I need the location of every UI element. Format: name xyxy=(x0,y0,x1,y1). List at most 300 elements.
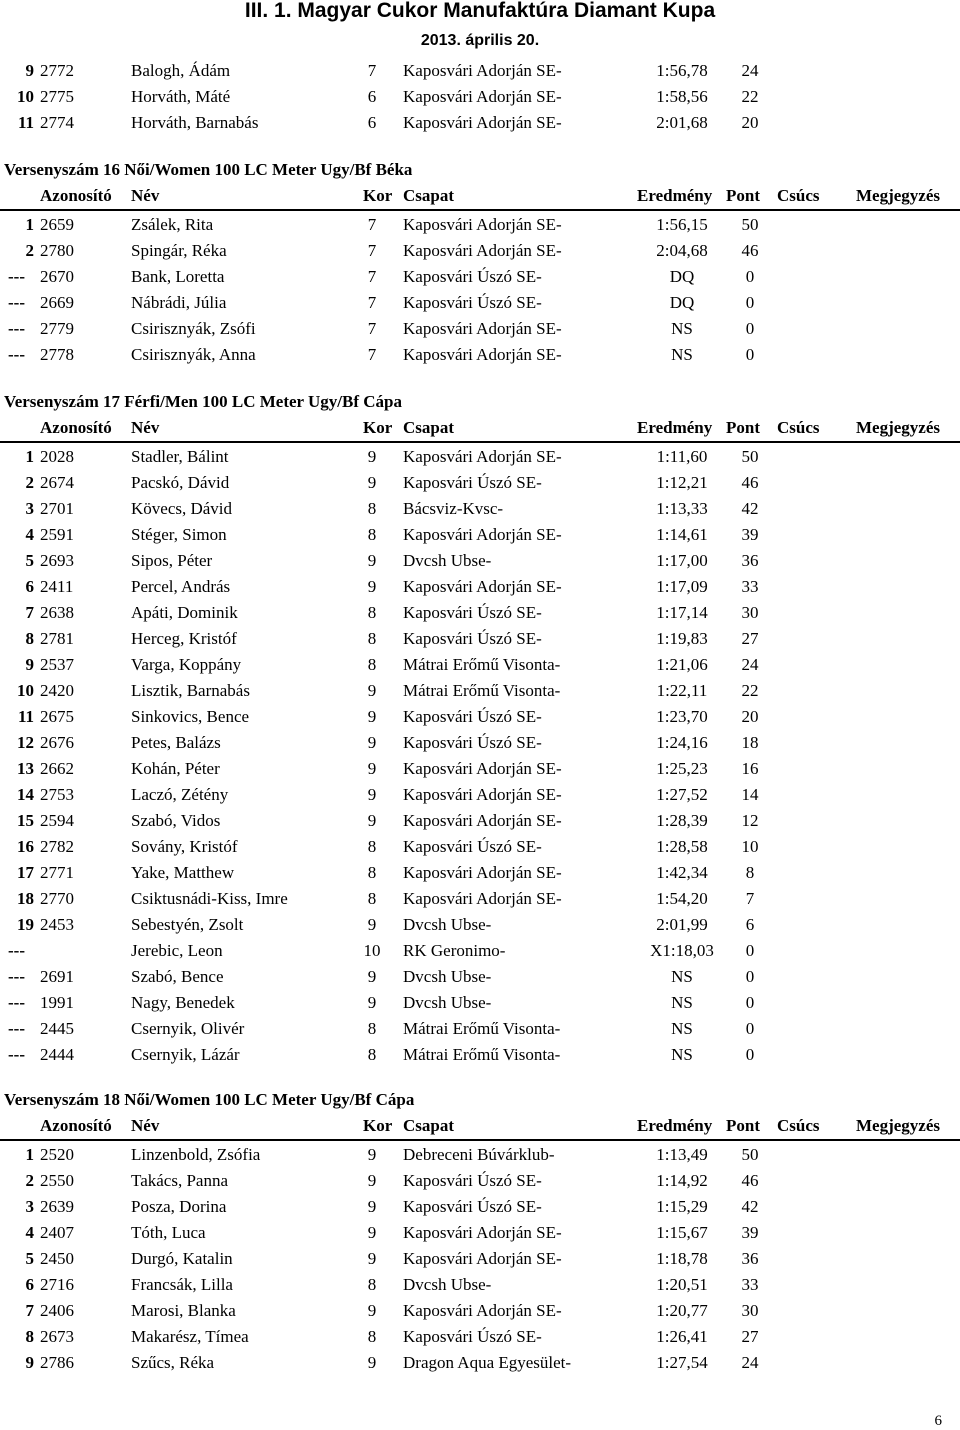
name-cell: Szűcs, Réka xyxy=(131,1353,215,1372)
id-cell: 2775 xyxy=(40,87,74,106)
result-cell: 1:13,33 xyxy=(656,499,708,518)
name-cell: Zsálek, Rita xyxy=(131,215,214,234)
id-cell: 2453 xyxy=(40,915,74,934)
rank-cell: 6 xyxy=(25,1275,34,1294)
header-team: Csapat xyxy=(403,418,455,437)
result-cell: 1:19,83 xyxy=(656,629,708,648)
table-row xyxy=(0,342,960,368)
rank-cell: 4 xyxy=(25,1223,34,1242)
age-cell: 9 xyxy=(367,993,377,1012)
points-cell: 30 xyxy=(741,1301,759,1320)
header-result: Eredmény xyxy=(637,186,713,205)
result-cell: 1:18,78 xyxy=(656,1249,708,1268)
rank-cell: 7 xyxy=(25,603,34,622)
age-cell: 9 xyxy=(367,811,377,830)
table-row xyxy=(0,756,960,782)
rank-cell: 2 xyxy=(25,473,34,492)
result-cell: NS xyxy=(671,1045,693,1064)
id-cell: 2662 xyxy=(40,759,74,778)
name-cell: Yake, Matthew xyxy=(131,863,235,882)
rank-cell: 8 xyxy=(25,1327,34,1346)
id-cell: 2638 xyxy=(40,603,74,622)
result-cell: 1:17,00 xyxy=(656,551,708,570)
team-cell: Kaposvári Adorján SE- xyxy=(403,1223,562,1242)
age-cell: 8 xyxy=(367,525,377,544)
rank-cell: 3 xyxy=(25,499,34,518)
name-cell: Stéger, Simon xyxy=(131,525,227,544)
name-cell: Szabó, Bence xyxy=(131,967,224,986)
team-cell: Mátrai Erőmű Visonta- xyxy=(403,655,561,674)
team-cell: Dvcsh Ubse- xyxy=(403,1275,492,1294)
age-cell: 8 xyxy=(367,837,377,856)
header-team: Csapat xyxy=(403,1116,455,1135)
id-cell: 2407 xyxy=(40,1223,74,1242)
id-cell: 2774 xyxy=(40,113,74,132)
age-cell: 8 xyxy=(367,629,377,648)
result-cell: 1:13,49 xyxy=(656,1145,708,1164)
id-cell: 2669 xyxy=(40,293,74,312)
result-cell: DQ xyxy=(669,293,695,312)
rank-cell: 7 xyxy=(25,1301,34,1320)
points-cell: 30 xyxy=(741,603,759,622)
table-row xyxy=(0,316,960,342)
points-cell: 10 xyxy=(741,837,759,856)
points-cell: 22 xyxy=(741,87,759,106)
team-cell: Kaposvári Adorján SE- xyxy=(403,241,562,260)
team-cell: Kaposvári Adorján SE- xyxy=(403,525,562,544)
points-cell: 18 xyxy=(741,733,759,752)
header-age: Kor xyxy=(363,186,393,205)
header-id: Azonosító xyxy=(40,418,112,437)
name-cell: Spingár, Réka xyxy=(131,241,227,260)
result-cell: 1:14,92 xyxy=(656,1171,708,1190)
table-row xyxy=(0,652,960,678)
team-cell: Kaposvári Úszó SE- xyxy=(403,707,542,726)
rank-cell: 19 xyxy=(17,915,34,934)
rank-cell: 9 xyxy=(25,61,34,80)
id-cell: 2444 xyxy=(40,1045,74,1064)
result-cell: NS xyxy=(671,319,693,338)
points-cell: 6 xyxy=(745,915,755,934)
name-cell: Csirisznyák, Zsófi xyxy=(131,319,256,338)
age-cell: 7 xyxy=(367,241,377,260)
id-cell: 2691 xyxy=(40,967,74,986)
name-cell: Csirisznyák, Anna xyxy=(131,345,256,364)
name-cell: Sovány, Kristóf xyxy=(131,837,238,856)
table-row xyxy=(0,1350,960,1376)
result-cell: 1:28,39 xyxy=(656,811,708,830)
id-cell: 2406 xyxy=(40,1301,74,1320)
event-title: Versenyszám 17 Férfi/Men 100 LC Meter Ugy/Bf Cápa xyxy=(4,392,403,411)
result-cell: 1:27,52 xyxy=(656,785,708,804)
team-cell: Kaposvári Adorján SE- xyxy=(403,447,562,466)
table-row xyxy=(0,444,960,470)
table-row xyxy=(0,1194,960,1220)
id-cell: 2670 xyxy=(40,267,74,286)
id-cell: 2753 xyxy=(40,785,74,804)
id-cell: 2594 xyxy=(40,811,74,830)
result-cell: 2:01,99 xyxy=(656,915,708,934)
team-cell: Kaposvári Adorján SE- xyxy=(403,811,562,830)
id-cell: 2450 xyxy=(40,1249,74,1268)
age-cell: 9 xyxy=(367,1197,377,1216)
table-row xyxy=(0,1298,960,1324)
result-cell: 1:15,67 xyxy=(656,1223,708,1242)
rank-cell: --- xyxy=(8,319,25,338)
age-cell: 8 xyxy=(367,499,377,518)
team-cell: Kaposvári Úszó SE- xyxy=(403,629,542,648)
rank-cell: 13 xyxy=(17,759,34,778)
rank-cell: 11 xyxy=(17,113,34,132)
table-row xyxy=(0,600,960,626)
id-cell: 2676 xyxy=(40,733,74,752)
rank-cell: 12 xyxy=(17,733,34,752)
team-cell: Mátrai Erőmű Visonta- xyxy=(403,1045,561,1064)
table-row xyxy=(0,808,960,834)
age-cell: 8 xyxy=(367,1019,377,1038)
rank-cell: 1 xyxy=(25,447,34,466)
team-cell: Dvcsh Ubse- xyxy=(403,967,492,986)
rank-cell: 16 xyxy=(17,837,34,856)
points-cell: 0 xyxy=(745,319,755,338)
team-cell: Dvcsh Ubse- xyxy=(403,993,492,1012)
team-cell: RK Geronimo- xyxy=(403,941,506,960)
name-cell: Nábrádi, Júlia xyxy=(131,293,227,312)
age-cell: 7 xyxy=(367,267,377,286)
age-cell: 6 xyxy=(367,87,377,106)
name-cell: Varga, Koppány xyxy=(131,655,242,674)
result-cell: NS xyxy=(671,1019,693,1038)
points-cell: 0 xyxy=(745,1019,755,1038)
team-cell: Kaposvári Adorján SE- xyxy=(403,577,562,596)
table-row xyxy=(0,212,960,238)
name-cell: Posza, Dorina xyxy=(131,1197,227,1216)
result-cell: X1:18,03 xyxy=(650,941,714,960)
result-cell: 1:27,54 xyxy=(656,1353,708,1372)
table-row xyxy=(0,912,960,938)
points-cell: 33 xyxy=(741,577,759,596)
age-cell: 10 xyxy=(363,941,381,960)
name-cell: Francsák, Lilla xyxy=(131,1275,233,1294)
table-row xyxy=(0,470,960,496)
header-points: Pont xyxy=(726,186,760,205)
header-name: Név xyxy=(131,1116,160,1135)
team-cell: Kaposvári Adorján SE- xyxy=(403,319,562,338)
points-cell: 46 xyxy=(741,241,759,260)
age-cell: 8 xyxy=(367,1327,377,1346)
team-cell: Kaposvári Adorján SE- xyxy=(403,61,562,80)
name-cell: Sebestyén, Zsolt xyxy=(131,915,244,934)
name-cell: Csernyik, Lázár xyxy=(131,1045,240,1064)
result-cell: 1:15,29 xyxy=(656,1197,708,1216)
points-cell: 12 xyxy=(741,811,759,830)
table-row xyxy=(0,964,960,990)
rank-cell: --- xyxy=(8,941,25,960)
name-cell: Percel, András xyxy=(131,577,231,596)
age-cell: 8 xyxy=(367,889,377,908)
points-cell: 0 xyxy=(745,345,755,364)
points-cell: 0 xyxy=(745,293,755,312)
name-cell: Sinkovics, Bence xyxy=(131,707,250,726)
id-cell: 2520 xyxy=(40,1145,74,1164)
name-cell: Linzenbold, Zsófia xyxy=(131,1145,261,1164)
rank-cell: 5 xyxy=(25,551,34,570)
team-cell: Dvcsh Ubse- xyxy=(403,915,492,934)
id-cell: 2781 xyxy=(40,629,74,648)
result-cell: 1:20,77 xyxy=(656,1301,708,1320)
result-cell: NS xyxy=(671,993,693,1012)
header-record: Csúcs xyxy=(777,1116,820,1135)
id-cell: 2780 xyxy=(40,241,74,260)
id-cell: 2659 xyxy=(40,215,74,234)
id-cell: 2786 xyxy=(40,1353,74,1372)
result-cell: 1:54,20 xyxy=(656,889,708,908)
rank-cell: 2 xyxy=(25,241,34,260)
header-result: Eredmény xyxy=(637,1116,713,1135)
name-cell: Durgó, Katalin xyxy=(131,1249,233,1268)
result-cell: 2:01,68 xyxy=(656,113,708,132)
rank-cell: 1 xyxy=(25,1145,34,1164)
id-cell: 2673 xyxy=(40,1327,74,1346)
points-cell: 50 xyxy=(741,447,759,466)
name-cell: Lisztik, Barnabás xyxy=(131,681,250,700)
header-age: Kor xyxy=(363,1116,393,1135)
rank-cell: 10 xyxy=(17,87,34,106)
name-cell: Kohán, Péter xyxy=(131,759,220,778)
result-cell: 1:42,34 xyxy=(656,863,708,882)
points-cell: 50 xyxy=(741,215,759,234)
points-cell: 24 xyxy=(741,1353,759,1372)
team-cell: Kaposvári Úszó SE- xyxy=(403,1327,542,1346)
result-cell: 1:21,06 xyxy=(656,655,708,674)
name-cell: Herceg, Kristóf xyxy=(131,629,237,648)
team-cell: Debreceni Búvárklub- xyxy=(403,1145,555,1164)
result-cell: 1:12,21 xyxy=(656,473,708,492)
name-cell: Tóth, Luca xyxy=(131,1223,206,1242)
points-cell: 39 xyxy=(741,1223,759,1242)
name-cell: Kövecs, Dávid xyxy=(131,499,233,518)
points-cell: 20 xyxy=(741,113,759,132)
age-cell: 7 xyxy=(367,293,377,312)
name-cell: Bank, Loretta xyxy=(131,267,225,286)
team-cell: Dragon Aqua Egyesület- xyxy=(403,1353,572,1372)
age-cell: 9 xyxy=(367,759,377,778)
rank-cell: 6 xyxy=(25,577,34,596)
team-cell: Kaposvári Úszó SE- xyxy=(403,603,542,622)
page-number: 6 xyxy=(934,1413,942,1429)
age-cell: 9 xyxy=(367,707,377,726)
points-cell: 0 xyxy=(745,941,755,960)
table-row xyxy=(0,626,960,652)
results-table xyxy=(0,1142,960,1376)
table-row xyxy=(0,1246,960,1272)
age-cell: 9 xyxy=(367,1145,377,1164)
table-row xyxy=(0,782,960,808)
age-cell: 9 xyxy=(367,1301,377,1320)
table-row xyxy=(0,1324,960,1350)
team-cell: Kaposvári Úszó SE- xyxy=(403,733,542,752)
document-date: 2013. április 20. xyxy=(420,32,540,49)
points-cell: 27 xyxy=(741,1327,759,1346)
points-cell: 20 xyxy=(741,707,759,726)
points-cell: 39 xyxy=(741,525,759,544)
name-cell: Makarész, Tímea xyxy=(131,1327,249,1346)
result-cell: 1:25,23 xyxy=(656,759,708,778)
result-cell: 1:22,11 xyxy=(656,681,708,700)
points-cell: 46 xyxy=(741,1171,759,1190)
table-row xyxy=(0,834,960,860)
points-cell: 36 xyxy=(741,1249,759,1268)
id-cell: 2693 xyxy=(40,551,74,570)
team-cell: Kaposvári Úszó SE- xyxy=(403,267,542,286)
header-record: Csúcs xyxy=(777,186,820,205)
age-cell: 9 xyxy=(367,447,377,466)
team-cell: Kaposvári Úszó SE- xyxy=(403,1197,542,1216)
table-row xyxy=(0,1168,960,1194)
rank-cell: 8 xyxy=(25,629,34,648)
points-cell: 16 xyxy=(741,759,759,778)
rank-cell: 10 xyxy=(17,681,34,700)
rank-cell: 14 xyxy=(17,785,34,804)
team-cell: Kaposvári Úszó SE- xyxy=(403,837,542,856)
table-row xyxy=(0,1220,960,1246)
id-cell: 2550 xyxy=(40,1171,74,1190)
name-cell: Jerebic, Leon xyxy=(131,941,223,960)
team-cell: Kaposvári Úszó SE- xyxy=(403,1171,542,1190)
table-row xyxy=(0,990,960,1016)
result-cell: 1:11,60 xyxy=(656,447,708,466)
team-cell: Kaposvári Úszó SE- xyxy=(403,293,542,312)
name-cell: Nagy, Benedek xyxy=(131,993,235,1012)
team-cell: Mátrai Erőmű Visonta- xyxy=(403,681,561,700)
age-cell: 7 xyxy=(367,215,377,234)
rank-cell: 5 xyxy=(25,1249,34,1268)
table-row xyxy=(0,496,960,522)
result-cell: 1:20,51 xyxy=(656,1275,708,1294)
points-cell: 42 xyxy=(741,499,759,518)
header-name: Név xyxy=(131,418,160,437)
id-cell: 2779 xyxy=(40,319,74,338)
rank-cell: --- xyxy=(8,345,25,364)
header-points: Pont xyxy=(726,418,760,437)
age-cell: 9 xyxy=(367,1223,377,1242)
points-cell: 36 xyxy=(741,551,759,570)
age-cell: 9 xyxy=(367,473,377,492)
name-cell: Laczó, Zétény xyxy=(131,785,229,804)
points-cell: 50 xyxy=(741,1145,759,1164)
id-cell: 2537 xyxy=(40,655,74,674)
points-cell: 0 xyxy=(745,267,755,286)
table-row xyxy=(0,548,960,574)
name-cell: Szabó, Vidos xyxy=(131,811,221,830)
result-cell: 1:26,41 xyxy=(656,1327,708,1346)
result-cell: 1:58,56 xyxy=(656,87,708,106)
id-cell: 2716 xyxy=(40,1275,74,1294)
table-row xyxy=(0,110,960,136)
team-cell: Kaposvári Adorján SE- xyxy=(403,785,562,804)
age-cell: 9 xyxy=(367,577,377,596)
result-cell: 2:04,68 xyxy=(656,241,708,260)
id-cell: 2445 xyxy=(40,1019,74,1038)
result-cell: 1:17,14 xyxy=(656,603,708,622)
header-id: Azonosító xyxy=(40,1116,112,1135)
id-cell: 2411 xyxy=(40,577,74,596)
table-row xyxy=(0,58,960,84)
team-cell: Kaposvári Úszó SE- xyxy=(403,473,542,492)
points-cell: 24 xyxy=(741,61,759,80)
team-cell: Kaposvári Adorján SE- xyxy=(403,889,562,908)
name-cell: Marosi, Blanka xyxy=(131,1301,236,1320)
id-cell: 2639 xyxy=(40,1197,74,1216)
name-cell: Apáti, Dominik xyxy=(131,603,238,622)
table-row xyxy=(0,1016,960,1042)
id-cell: 2770 xyxy=(40,889,74,908)
header-result: Eredmény xyxy=(637,418,713,437)
rank-cell: --- xyxy=(8,967,25,986)
id-cell: 2028 xyxy=(40,447,74,466)
points-cell: 46 xyxy=(741,473,759,492)
results-table xyxy=(0,212,960,368)
team-cell: Kaposvári Adorján SE- xyxy=(403,759,562,778)
header-note: Megjegyzés xyxy=(856,1116,941,1135)
age-cell: 9 xyxy=(367,915,377,934)
id-cell: 2674 xyxy=(40,473,74,492)
name-cell: Horváth, Barnabás xyxy=(131,113,259,132)
age-cell: 8 xyxy=(367,863,377,882)
rank-cell: --- xyxy=(8,267,25,286)
name-cell: Sipos, Péter xyxy=(131,551,213,570)
age-cell: 7 xyxy=(367,319,377,338)
table-row xyxy=(0,290,960,316)
age-cell: 9 xyxy=(367,967,377,986)
team-cell: Mátrai Erőmű Visonta- xyxy=(403,1019,561,1038)
points-cell: 0 xyxy=(745,967,755,986)
team-cell: Dvcsh Ubse- xyxy=(403,551,492,570)
result-cell: 1:23,70 xyxy=(656,707,708,726)
rank-cell: --- xyxy=(8,1019,25,1038)
rank-cell: --- xyxy=(8,993,25,1012)
name-cell: Horváth, Máté xyxy=(131,87,231,106)
rank-cell: 15 xyxy=(17,811,34,830)
name-cell: Pacskó, Dávid xyxy=(131,473,230,492)
rank-cell: 11 xyxy=(17,707,34,726)
table-header xyxy=(0,1115,960,1141)
header-points: Pont xyxy=(726,1116,760,1135)
table-row xyxy=(0,264,960,290)
rank-cell: 9 xyxy=(25,655,34,674)
name-cell: Petes, Balázs xyxy=(131,733,221,752)
result-cell: NS xyxy=(671,345,693,364)
table-row xyxy=(0,678,960,704)
table-row xyxy=(0,1042,960,1068)
id-cell: 2420 xyxy=(40,681,74,700)
id-cell: 2782 xyxy=(40,837,74,856)
table-header xyxy=(0,417,960,443)
results-table xyxy=(0,444,960,1068)
header-age: Kor xyxy=(363,418,393,437)
id-cell: 2675 xyxy=(40,707,74,726)
team-cell: Kaposvári Adorján SE- xyxy=(403,113,562,132)
table-row xyxy=(0,238,960,264)
rank-cell: --- xyxy=(8,1045,25,1064)
team-cell: Kaposvári Adorján SE- xyxy=(403,863,562,882)
result-cell: 1:56,78 xyxy=(656,61,708,80)
table-row xyxy=(0,860,960,886)
team-cell: Kaposvári Adorján SE- xyxy=(403,1301,562,1320)
name-cell: Balogh, Ádám xyxy=(131,61,231,80)
result-cell: 1:17,09 xyxy=(656,577,708,596)
id-cell: 1991 xyxy=(40,993,74,1012)
